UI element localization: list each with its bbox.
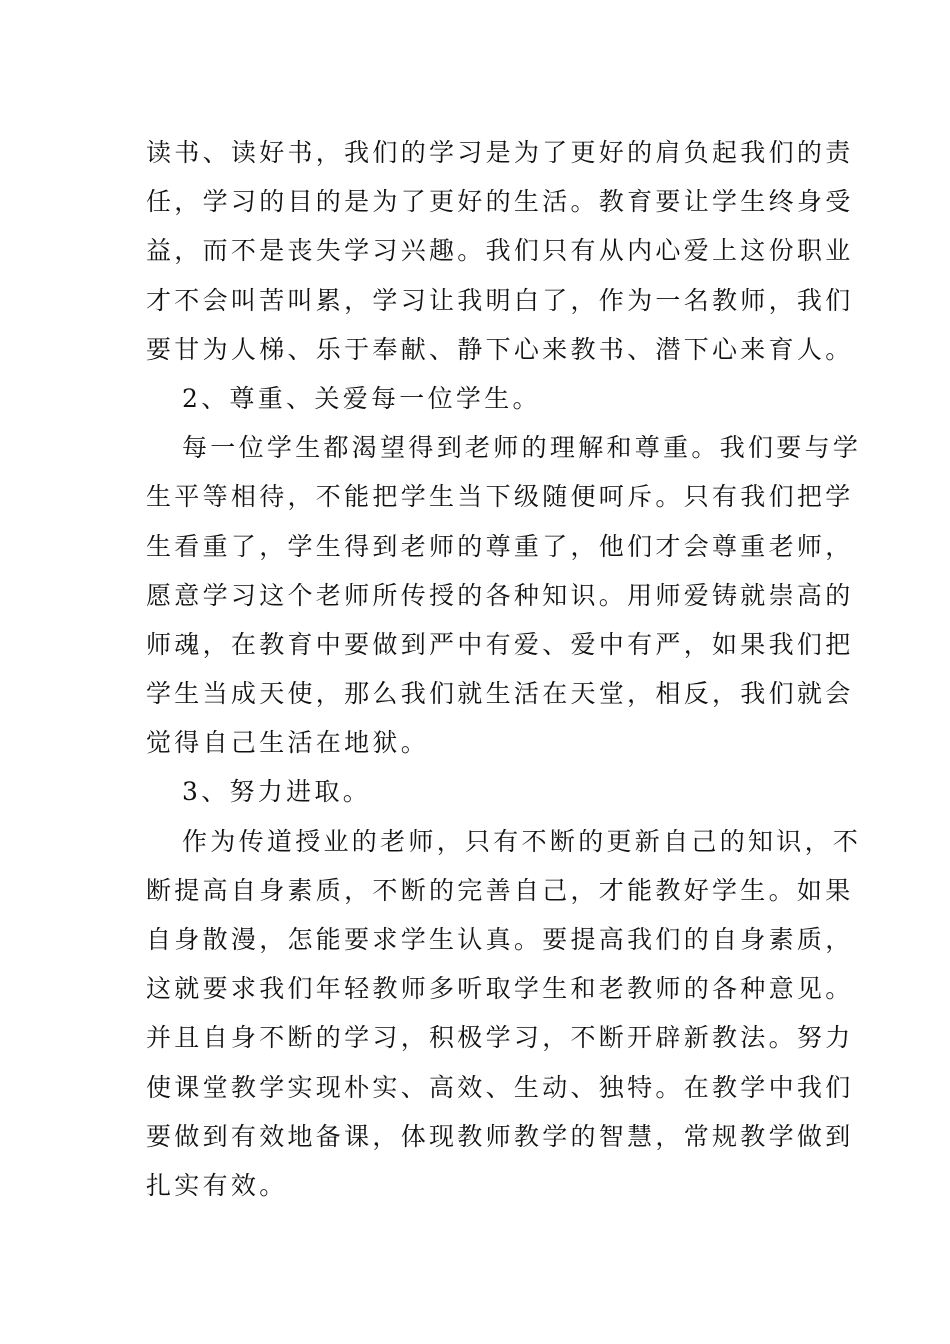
text-line: 任，学习的目的是为了更好的生活。教育要让学生终身受 xyxy=(146,187,854,217)
paragraph-first-line: 每一位学生都渴望得到老师的理解和尊重。我们要与学 xyxy=(182,433,862,463)
text-line: 使课堂教学实现朴实、高效、生动、独特。在教学中我们 xyxy=(146,1072,854,1102)
text-line: 愿意学习这个老师所传授的各种知识。用师爱铸就崇高的 xyxy=(146,580,854,610)
text-line: 觉得自己生活在地狱。 xyxy=(146,728,430,758)
text-line: 要甘为人梯、乐于奉献、静下心来教书、潜下心来育人。 xyxy=(146,334,854,364)
body-text xyxy=(146,128,862,1210)
text-line: 益，而不是丧失学习兴趣。我们只有从内心爱上这份职业 xyxy=(146,236,854,266)
text-line: 生平等相待，不能把学生当下级随便呵斥。只有我们把学 xyxy=(146,482,854,512)
text-line: 生看重了，学生得到老师的尊重了，他们才会尊重老师， xyxy=(146,531,854,561)
text-line: 这就要求我们年轻教师多听取学生和老教师的各种意见。 xyxy=(146,974,854,1004)
text-line: 要做到有效地备课，体现教师教学的智慧，常规教学做到 xyxy=(146,1121,854,1151)
text-line: 师魂，在教育中要做到严中有爱、爱中有严，如果我们把 xyxy=(146,629,854,659)
text-line: 才不会叫苦叫累，学习让我明白了，作为一名教师，我们 xyxy=(146,285,854,315)
text-line: 自身散漫，怎能要求学生认真。要提高我们的自身素质， xyxy=(146,925,854,954)
section-heading: 2、尊重、关爱每一位学生。 xyxy=(182,383,541,413)
text-line: 并且自身不断的学习，积极学习，不断开辟新教法。努力 xyxy=(146,1023,854,1053)
text-line: 扎实有效。 xyxy=(146,1170,288,1200)
paragraph-first-line: 作为传道授业的老师，只有不断的更新自己的知识，不 xyxy=(182,826,862,856)
section-heading: 3、努力进取。 xyxy=(182,777,372,807)
text-line: 学生当成天使，那么我们就生活在天堂，相反，我们就会 xyxy=(146,679,854,709)
text-line: 断提高自身素质，不断的完善自己，才能教好学生。如果 xyxy=(146,875,854,905)
text-line: 读书、读好书，我们的学习是为了更好的肩负起我们的责 xyxy=(146,138,854,167)
